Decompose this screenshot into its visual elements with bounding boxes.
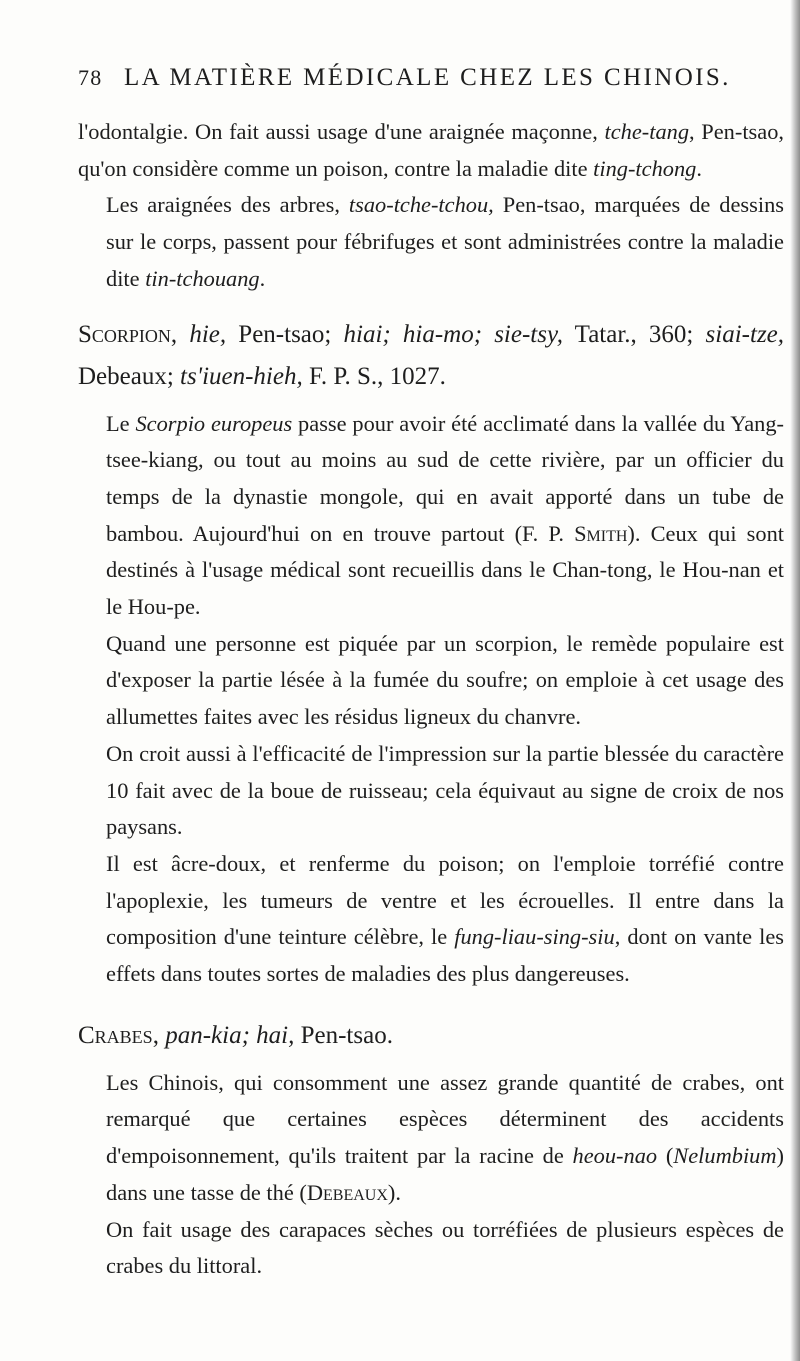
text-run: Le bbox=[106, 410, 136, 436]
paragraph-acre-doux bbox=[78, 846, 784, 993]
text-run: , dont on vante les effets dans toutes sortes de maladies des plus dangereuses. bbox=[106, 924, 784, 987]
chinese-term: hie, bbox=[189, 320, 227, 348]
text-run: F. P. S., 1027. bbox=[302, 362, 446, 390]
page-content bbox=[78, 64, 784, 1285]
chinese-term: tin-tchouang bbox=[145, 265, 260, 291]
chinese-term: ts'iuen-hieh, bbox=[180, 362, 303, 390]
author-name: Smith bbox=[574, 520, 628, 546]
text-run: Pen-tsao, marquées de dessins sur le corps, passent pour fébrifuges et sont administrées contre la maladie dite bbox=[106, 192, 784, 291]
text-run: ). bbox=[387, 1179, 401, 1205]
chinese-term: tche-tang bbox=[604, 119, 690, 144]
entry-title: Crabes bbox=[78, 1021, 153, 1049]
text-run: , Pen-tsao, qu'on considère comme un poison, contre la maladie dite bbox=[78, 119, 785, 181]
paragraph-odontalgie bbox=[78, 114, 784, 187]
chinese-term: tsao-tche-tchou, bbox=[348, 192, 494, 218]
latin-term: Scorpio europeus bbox=[135, 410, 293, 436]
text-run: Les Chinois, qui consomment une assez grande quantité de crabes, ont remarqué que certaines espèces déterminent des accidents d'empoisonnement, qu'ils traitent par la racine de bbox=[106, 1069, 784, 1169]
text-run: ). Ceux qui sont destinés à l'usage médical sont recueillis dans le Chan-tong, le Hou-nan et le Hou-pe. bbox=[106, 520, 785, 620]
text-run: Tatar., 360; bbox=[562, 320, 706, 348]
text-run: Les araignées des arbres, bbox=[106, 192, 349, 218]
text-run: Il est âcre-doux, et renferme du poison; on l'emploie torréfié contre l'apoplexie, les tumeurs de ventre et les écrouelles. Il entre dans la composition d'une teinture célèbre, le bbox=[106, 850, 784, 950]
chinese-term: hiai; hia-mo; sie-tsy, bbox=[343, 320, 563, 348]
text-run: l'odontalgie. On fait aussi usage d'une araignée maçonne, bbox=[78, 119, 605, 144]
text-run: ) dans une tasse de thé ( bbox=[106, 1143, 785, 1205]
paragraph-piqure: Quand une personne est piquée par un scorpion, le remède populaire est d'exposer la partie lésée à la fumée du soufre; on emploie à cet usage des allumettes faites avec les résidus ligneux du chanvre. bbox=[106, 630, 784, 730]
entry-title: Scorpion bbox=[78, 320, 171, 348]
page-spine-shadow bbox=[790, 0, 800, 1361]
text-run: ( bbox=[657, 1143, 674, 1169]
entry-heading-scorpion bbox=[78, 314, 784, 398]
paragraph-scorpio-europeus bbox=[78, 406, 784, 626]
entry-heading-crabes bbox=[78, 1015, 784, 1057]
latin-term: Nelumbium bbox=[673, 1143, 777, 1169]
chinese-term: fung-liau-sing-siu bbox=[454, 924, 615, 950]
paragraph-carapaces: On fait usage des carapaces sèches ou torréfiées de plusieurs espèces de crabes du littoral. bbox=[106, 1216, 784, 1279]
author-name: Debeaux bbox=[306, 1179, 388, 1205]
chinese-term: pan-kia; hai, bbox=[165, 1021, 295, 1049]
chinese-term: heou-nao bbox=[572, 1143, 658, 1169]
text-run: Pen-tsao; bbox=[226, 320, 344, 348]
chinese-term: siai-tze, bbox=[705, 320, 785, 348]
text-run: , bbox=[152, 1021, 166, 1049]
chinese-term: ting-tchong bbox=[593, 155, 697, 181]
running-title: LA MATIÈRE MÉDICALE CHEZ LES CHINOIS. bbox=[124, 64, 731, 91]
running-header bbox=[78, 64, 784, 114]
page-number: 78 bbox=[78, 65, 103, 90]
text-run: . bbox=[696, 155, 702, 181]
text-run: passe pour avoir été acclimaté dans la vallée du Yang-tsee-kiang, ou tout au moins au sud de cette rivière, par un officier du temps de la dynastie mongole, qui en avait apporté dans un tube de bambou. Aujourd'hui on en trouve partout (F. P. bbox=[106, 410, 784, 546]
text-run: Pen-tsao. bbox=[294, 1021, 393, 1049]
paragraph-chinois-crabes bbox=[78, 1065, 784, 1212]
paragraph-caractere: On croit aussi à l'efficacité de l'impression sur la partie blessée du caractère 10 fait avec de la boue de ruisseau; cela équivaut au signe de croix de nos paysans. bbox=[106, 740, 784, 840]
text-run: , bbox=[170, 320, 190, 348]
text-run: Debeaux; bbox=[78, 362, 181, 390]
text-run: . bbox=[259, 265, 266, 291]
paragraph-araignees bbox=[78, 187, 784, 297]
